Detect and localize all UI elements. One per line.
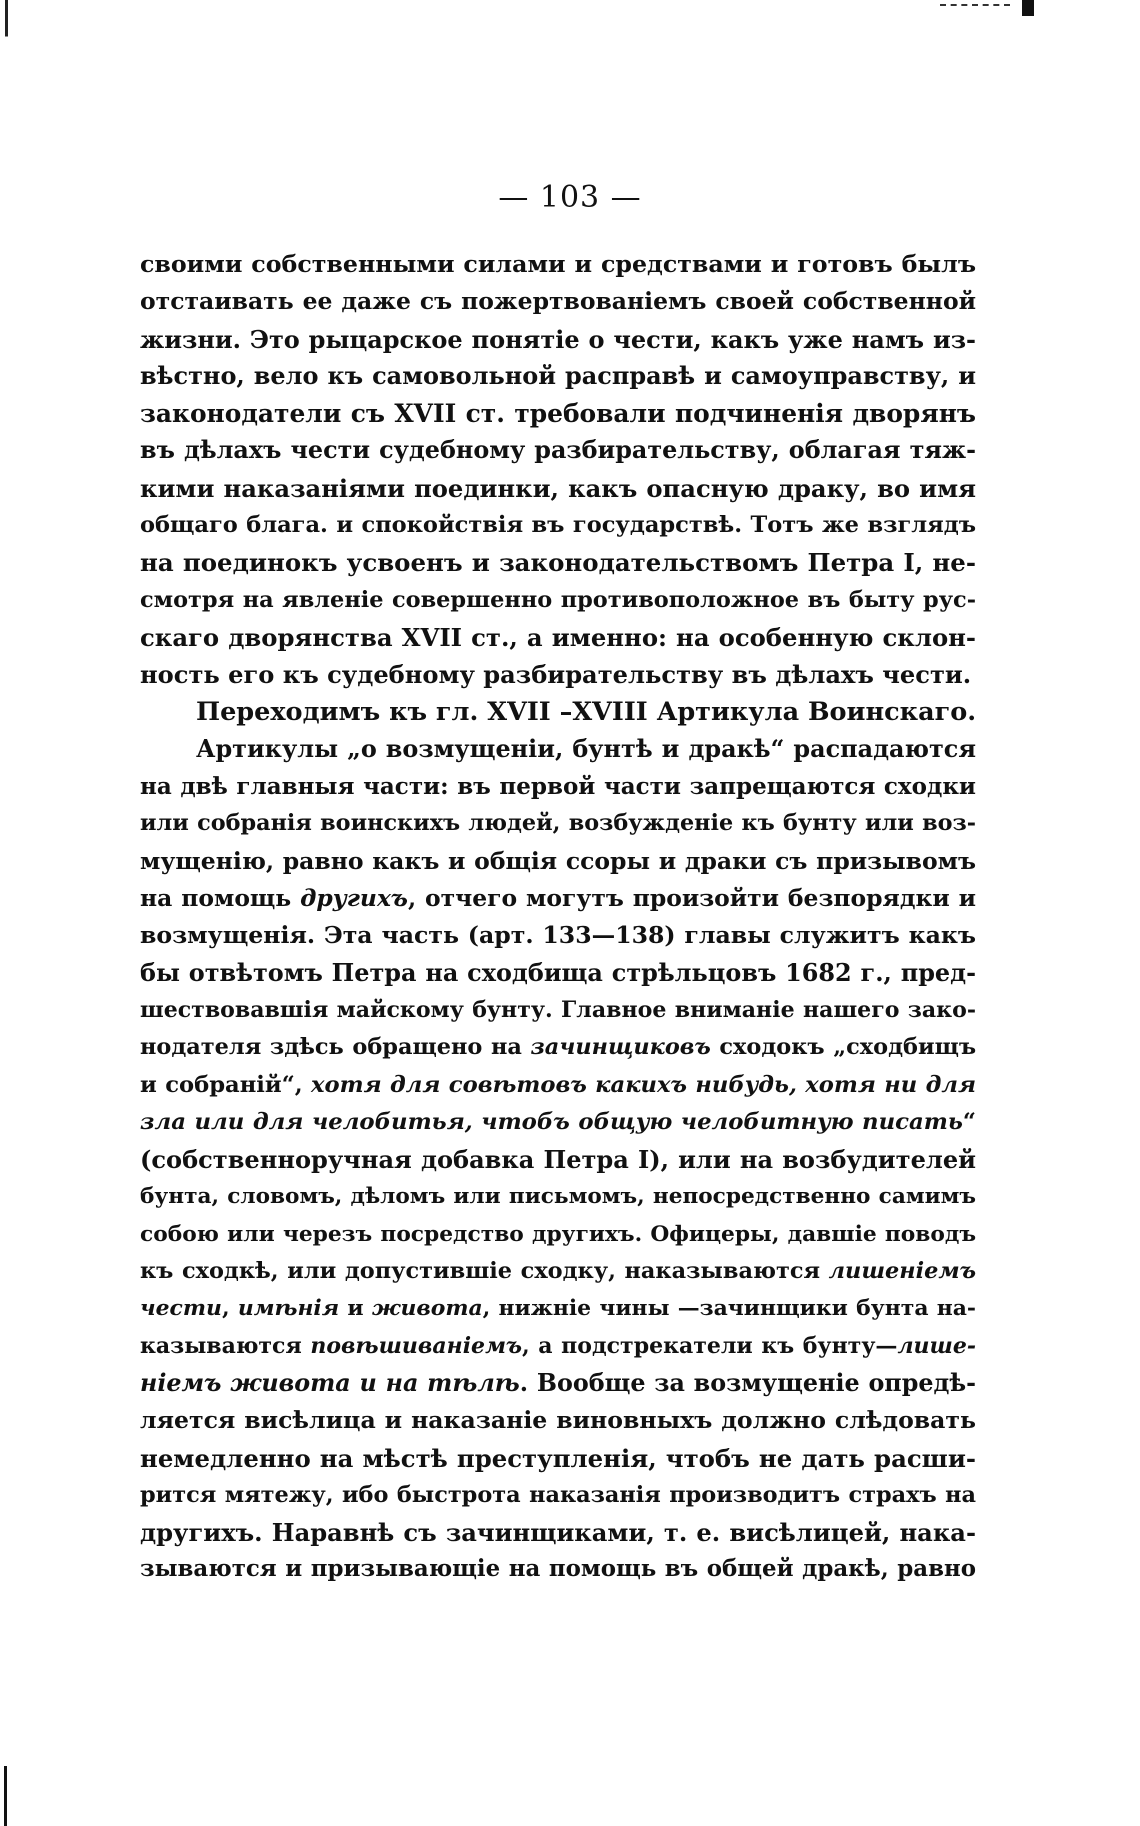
text-line: шествовавшія майскому бунту. Главное вниманіе нашего зако- (140, 996, 976, 1023)
text-span: “ (962, 1108, 976, 1135)
text-line: кими наказаніями поединки, какъ опасную драку, во имя (140, 473, 976, 503)
text-line: своими собственными силами и средствами и готовъ былъ (140, 250, 976, 278)
text-line (140, 1104, 976, 1141)
italic-span: лише- (897, 1332, 976, 1359)
italic-span: имѣнія (237, 1295, 340, 1322)
text-line: вѣстно, вело къ самовольной расправѣ и самоуправству, и (140, 361, 976, 390)
text-span: на помощь (140, 884, 301, 913)
text-line: жизни. Это рыцарское понятіе о чести, какъ уже намъ из- (140, 324, 976, 354)
text-line (140, 1365, 976, 1402)
text-span: . Вообще за возмущеніе опредѣ- (519, 1368, 976, 1397)
page-number: — 103 — (498, 180, 642, 215)
text-line: на двѣ главныя части: въ первой части запрещаются сходки (140, 773, 976, 801)
italic-span: лишеніемъ (828, 1258, 976, 1285)
text-line: возмущенія. Эта часть (арт. 133—138) главы служитъ какъ (140, 921, 976, 950)
text-span: , (221, 1295, 238, 1322)
italic-span: чести (140, 1295, 222, 1322)
text-span: , нижніе чины —зачинщики бунта на- (482, 1295, 977, 1322)
text-span: сходокъ „сходбищъ (710, 1034, 977, 1061)
text-line (140, 1253, 976, 1290)
text-line: зываются и призывающіе на помощь въ общей дракѣ, равно (140, 1556, 976, 1583)
text-line: другихъ. Наравнѣ съ зачинщиками, т. е. висѣлицей, нака- (140, 1518, 976, 1548)
text-line: бы отвѣтомъ Петра на сходбища стрѣльцовъ 1682 г., пред- (140, 958, 976, 987)
text-line (140, 880, 976, 917)
text-line: собою или черезъ посредство другихъ. Офицеры, давшіе поводъ (140, 1221, 976, 1247)
text-line: мущенію, равно какъ и общія ссоры и драки съ призывомъ (140, 846, 976, 875)
text-span: , а подстрекатели къ бунту— (522, 1332, 898, 1359)
text-span: нодателя здѣсь обращено на (140, 1034, 531, 1061)
text-line: на поединокъ усвоенъ и законодательствомъ Петра I, не- (140, 548, 976, 578)
text-line: немедленно на мѣстѣ преступленія, чтобъ не дать расши- (140, 1443, 976, 1473)
text-span: казываются (140, 1332, 311, 1359)
italic-span: другихъ (300, 884, 408, 913)
italic-span: зла или для челобитья, чтобъ общую челобитную писать (140, 1108, 963, 1135)
text-line: Переходимъ къ гл. XVII –XVIII Артикула Воинскаго. (196, 696, 977, 727)
scan-edge-mark (5, 0, 8, 1826)
text-line: смотря на явленіе совершенно противоположное въ быту рус- (140, 586, 976, 613)
text-line (140, 1290, 976, 1327)
text-line: въ дѣлахъ чести судебному разбирательству, облагая тяж- (140, 436, 976, 465)
scan-corner-mark (4, 1766, 7, 1826)
text-span: и (339, 1295, 372, 1322)
text-line: законодатели съ XVII ст. требовали подчиненія дворянъ (140, 399, 976, 429)
text-line (140, 1029, 976, 1066)
scan-dash-mark (940, 4, 1010, 8)
italic-span: ніемъ живота и на тѣлѣ (140, 1368, 520, 1397)
text-line: ляется висѣлица и наказаніе виновныхъ должно слѣдовать (140, 1406, 976, 1435)
text-line: отстаивать ее даже съ пожертвованіемъ своей собственной (140, 287, 976, 316)
text-line (140, 1067, 976, 1104)
text-line: или собранія воинскихъ людей, возбужденіе къ бунту или воз- (140, 810, 976, 837)
scan-corner-mark (1022, 0, 1034, 16)
italic-span: зачинщиковъ (530, 1034, 711, 1061)
text-line: бунта, словомъ, дѣломъ или письмомъ, непосредственно самимъ (140, 1184, 976, 1210)
text-line: скаго дворянства XVII ст., а именно: на особенную склон- (140, 622, 976, 652)
text-span: , отчего могутъ произойти безпорядки и (407, 884, 976, 913)
text-line: общаго блага. и спокойствія въ государствѣ. Тотъ же взглядъ (140, 512, 976, 539)
text-span: къ сходкѣ, или допустившіе сходку, наказываются (140, 1258, 829, 1285)
italic-span: хотя для совѣтовъ какихъ нибудь, хотя ни для (311, 1071, 976, 1098)
text-span: и собраній“, (140, 1071, 312, 1098)
text-line: Артикулы „о возмущеніи, бунтѣ и дракѣ“ распадаются (196, 734, 976, 763)
italic-span: повѣшиваніемъ (310, 1332, 523, 1359)
body-text (140, 246, 976, 1589)
italic-span: живота (371, 1295, 483, 1322)
text-line: (собственноручная добавка Петра I), или на возбудителей (140, 1145, 976, 1175)
text-line: рится мятежу, ибо быстрота наказанія производитъ страхъ на (140, 1481, 976, 1508)
text-line (140, 1328, 976, 1365)
text-line: ность его къ судебному разбирательству въ дѣлахъ чести. (140, 660, 972, 690)
